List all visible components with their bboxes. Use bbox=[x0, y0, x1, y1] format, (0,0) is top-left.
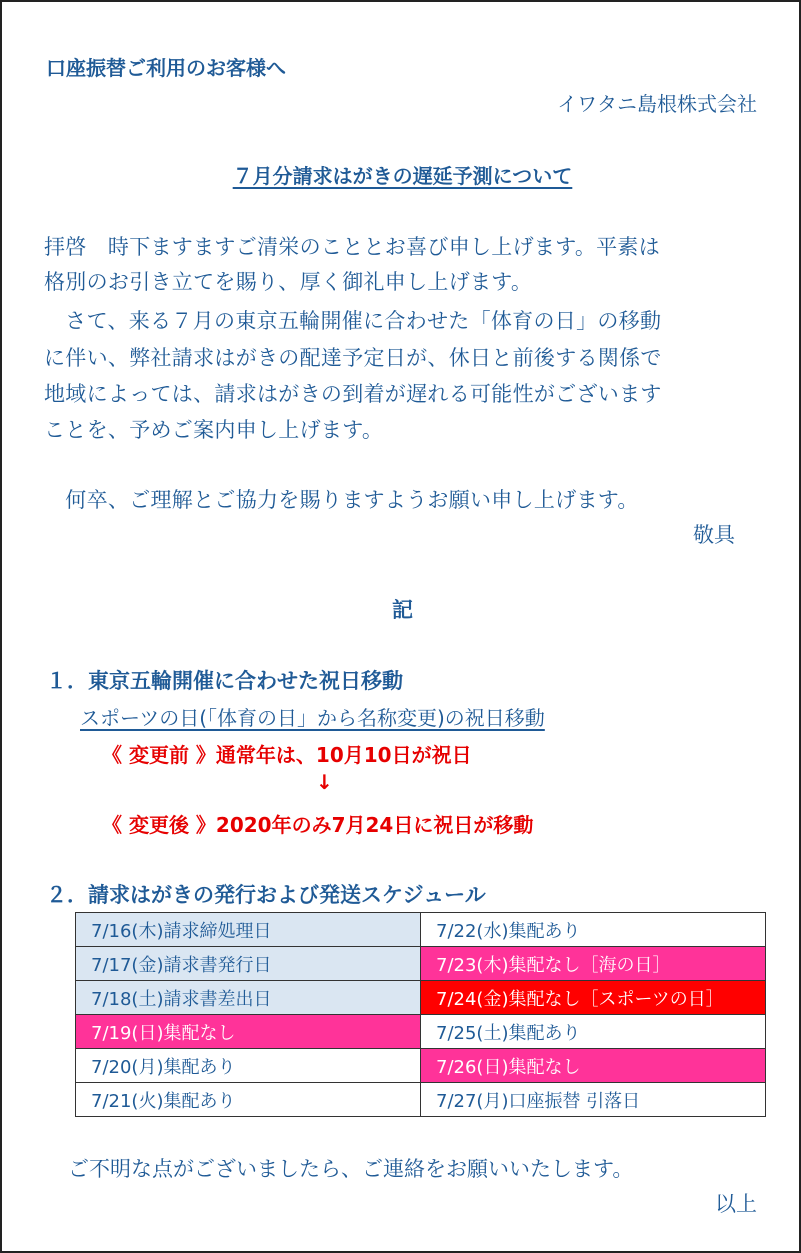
table-row bbox=[76, 947, 766, 981]
schedule-cell: 7/18(土)請求書差出日 bbox=[76, 981, 421, 1015]
table-row bbox=[76, 1083, 766, 1117]
schedule-table bbox=[75, 912, 766, 1117]
company-name: イワタニ島根株式会社 bbox=[557, 92, 757, 116]
schedule-cell: 7/21(火)集配あり bbox=[76, 1083, 421, 1117]
end-word: 以上 bbox=[715, 1192, 757, 1216]
schedule-cell: 7/17(金)請求書発行日 bbox=[76, 947, 421, 981]
addressee: 口座振替ご利用のお客様へ bbox=[46, 56, 286, 80]
after-change: 《 変更後 》2020年のみ7月24日に祝日が移動 bbox=[102, 813, 534, 837]
body-line: 格別のお引き立てを賜り、厚く御礼申し上げます。 bbox=[44, 270, 533, 294]
schedule-cell: 7/27(月)口座振替 引落日 bbox=[421, 1083, 766, 1117]
schedule-cell: 7/20(月)集配あり bbox=[76, 1049, 421, 1083]
schedule-cell: 7/23(木)集配なし［海の日］ bbox=[421, 947, 766, 981]
table-row bbox=[76, 1015, 766, 1049]
body-line: 地域によっては、請求はがきの到着が遅れる可能性がございます bbox=[44, 382, 662, 406]
body-line: 拝啓 時下ますますご清栄のこととお喜び申し上げます。平素は bbox=[44, 235, 661, 259]
schedule-cell: 7/19(日)集配なし bbox=[76, 1015, 421, 1049]
schedule-cell: 7/22(水)集配あり bbox=[421, 913, 766, 947]
section2-heading: ２．請求はがきの発行および発送スケジュール bbox=[46, 883, 486, 907]
down-arrow-icon: ↓ bbox=[316, 770, 333, 794]
table-row bbox=[76, 981, 766, 1015]
notice-title-text: ７月分請求はがきの遅延予測について bbox=[232, 164, 573, 188]
body-line: 何卒、ご理解とご協力を賜りますようお願い申し上げます。 bbox=[44, 488, 639, 512]
table-row bbox=[76, 913, 766, 947]
body-line: さて、来る７月の東京五輪開催に合わせた「体育の日」の移動 bbox=[44, 309, 662, 333]
closing-message: ご不明な点がございましたら、ご連絡をお願いいたします。 bbox=[68, 1157, 634, 1181]
table-row bbox=[76, 1049, 766, 1083]
schedule-cell: 7/24(金)集配なし［スポーツの日］ bbox=[421, 981, 766, 1015]
body-line: ことを、予めご案内申し上げます。 bbox=[44, 418, 384, 442]
schedule-cell: 7/16(木)請求締処理日 bbox=[76, 913, 421, 947]
ki-heading: 記 bbox=[392, 598, 413, 622]
schedule-cell: 7/25(土)集配あり bbox=[421, 1015, 766, 1049]
section1-subheading: スポーツの日(「体育の日」から名称変更)の祝日移動 bbox=[80, 706, 545, 730]
schedule-cell: 7/26(日)集配なし bbox=[421, 1049, 766, 1083]
closing-word: 敬具 bbox=[693, 523, 735, 547]
before-change: 《 変更前 》通常年は、10月10日が祝日 bbox=[102, 743, 472, 767]
body-line: に伴い、弊社請求はがきの配達予定日が、休日と前後する関係で bbox=[44, 346, 662, 370]
notice-title bbox=[2, 160, 801, 189]
section1-heading: １．東京五輪開催に合わせた祝日移動 bbox=[46, 669, 403, 693]
